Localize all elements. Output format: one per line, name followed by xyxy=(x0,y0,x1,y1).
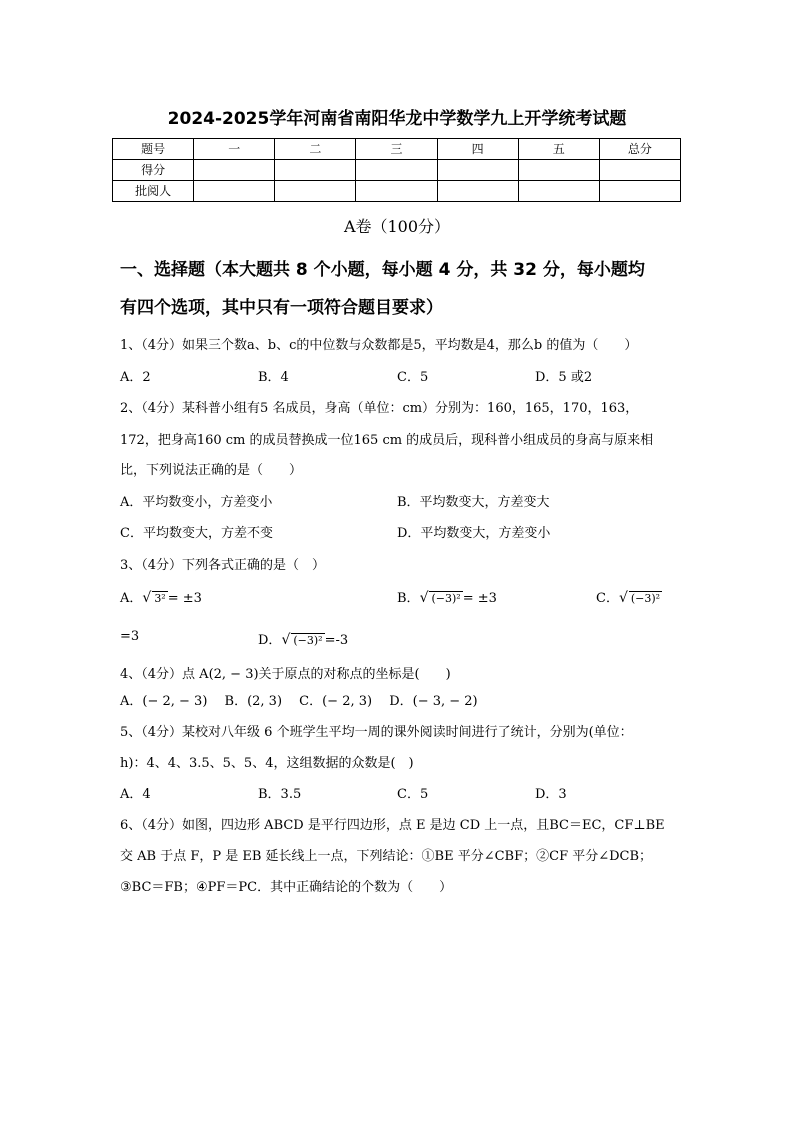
q5-option-a[interactable]: A．4 xyxy=(120,787,151,802)
row-label: 批阅人 xyxy=(113,181,194,202)
score-cell[interactable] xyxy=(437,181,518,202)
score-cell[interactable] xyxy=(194,160,275,181)
option-rest: = ±3 xyxy=(462,591,497,606)
q3-option-d[interactable] xyxy=(258,629,348,648)
score-table xyxy=(112,138,681,202)
score-cell[interactable] xyxy=(599,160,680,181)
row-label: 得分 xyxy=(113,160,194,181)
radical-sign-icon: √ xyxy=(142,590,152,606)
q2-option-a[interactable]: A．平均数变小，方差变小 xyxy=(120,495,273,510)
q2-stem-line3: 比，下列说法正确的是（ ） xyxy=(120,463,303,478)
q3-option-b[interactable] xyxy=(397,587,497,606)
radicand: (−3)² xyxy=(293,634,323,647)
part1-heading-line1: 一、选择题（本大题共 8 个小题，每小题 4 分，共 32 分，每小题均 xyxy=(120,260,645,280)
table-header-cell: 题号 xyxy=(113,139,194,160)
table-header-cell: 总分 xyxy=(599,139,680,160)
option-label: A． xyxy=(120,591,143,606)
score-cell[interactable] xyxy=(518,181,599,202)
q3-option-c[interactable] xyxy=(596,587,662,606)
radicand: 3² xyxy=(154,592,166,605)
q1-option-b[interactable]: B．4 xyxy=(258,370,289,385)
q5-option-b[interactable]: B．3.5 xyxy=(258,787,302,802)
q3-option-a[interactable] xyxy=(120,587,202,606)
option-rest: = ±3 xyxy=(167,591,202,606)
q1-option-a[interactable]: A．2 xyxy=(120,370,151,385)
score-cell[interactable] xyxy=(275,160,356,181)
exam-title: 2024-2025学年河南省南阳华龙中学数学九上开学统考试题 xyxy=(167,109,627,129)
table-header-cell: 四 xyxy=(437,139,518,160)
q2-option-b[interactable]: B．平均数变大，方差变大 xyxy=(397,495,550,510)
q5-stem-line2: h)：4、4、3.5、5、5、4，这组数据的众数是( ) xyxy=(120,756,414,771)
q3-option-c-continued: =3 xyxy=(120,629,140,644)
score-cell[interactable] xyxy=(275,181,356,202)
radicand: (−3)² xyxy=(431,592,461,605)
radicand: (−3)² xyxy=(630,592,661,605)
q5-option-d[interactable]: D．3 xyxy=(535,787,567,802)
table-row xyxy=(113,139,681,160)
option-rest: =-3 xyxy=(324,633,349,648)
score-cell[interactable] xyxy=(437,160,518,181)
table-header-cell: 五 xyxy=(518,139,599,160)
q2-stem-line2: 172，把身高160 cm 的成员替换成一位165 cm 的成员后，现科普小组成员的身高与原来相 xyxy=(120,433,654,448)
score-cell[interactable] xyxy=(194,181,275,202)
option-label: C． xyxy=(596,591,619,606)
q6-stem-line1: 6、（4分）如图，四边形 ABCD 是平行四边形，点 E 是边 CD 上一点，且BC＝EC，CF⊥BE xyxy=(120,818,665,833)
score-cell[interactable] xyxy=(599,181,680,202)
q6-stem-line3: ③BC＝FB；④PF＝PC．其中正确结论的个数为（ ） xyxy=(120,880,453,895)
option-label: D． xyxy=(258,633,282,648)
score-cell[interactable] xyxy=(356,160,437,181)
q4-options[interactable]: A．(− 2, − 3) B．(2, 3) C．(− 2, 3) D．(− 3, − 2) xyxy=(120,694,478,709)
score-cell[interactable] xyxy=(356,181,437,202)
part1-heading-line2: 有四个选项，其中只有一项符合题目要求） xyxy=(120,298,443,318)
q5-option-c[interactable]: C．5 xyxy=(397,787,429,802)
q5-stem-line1: 5、（4分）某校对八年级 6 个班学生平均一周的课外阅读时间进行了统计，分别为(单位： xyxy=(120,725,633,740)
radical-sign-icon: √ xyxy=(618,590,628,606)
q1-option-c[interactable]: C．5 xyxy=(397,370,429,385)
q1-option-d[interactable]: D．5 或2 xyxy=(535,370,593,385)
table-row xyxy=(113,181,681,202)
option-label: B． xyxy=(397,591,420,606)
score-cell[interactable] xyxy=(518,160,599,181)
q4-stem: 4、（4分）点 A(2, − 3)关于原点的对称点的坐标是( ) xyxy=(120,667,451,682)
radical-sign-icon: √ xyxy=(419,590,429,606)
q3-stem: 3、（4分）下列各式正确的是（ ） xyxy=(120,558,326,573)
q2-option-c[interactable]: C．平均数变大，方差不变 xyxy=(120,526,273,541)
table-header-cell: 二 xyxy=(275,139,356,160)
table-header-cell: 一 xyxy=(194,139,275,160)
q1-stem: 1、（4分）如果三个数a、b、c的中位数与众数都是5，平均数是4，那么b 的值为（ ） xyxy=(120,338,638,353)
q6-stem-line2: 交 AB 于点 F，P 是 EB 延长线上一点，下列结论：①BE 平分∠CBF；②CF 平分∠DCB； xyxy=(120,849,653,864)
table-header-cell: 三 xyxy=(356,139,437,160)
radical-sign-icon: √ xyxy=(281,632,291,648)
q2-option-d[interactable]: D．平均数变大，方差变小 xyxy=(397,526,551,541)
table-row xyxy=(113,160,681,181)
q2-stem-line1: 2、（4分）某科普小组有5 名成员，身高（单位：cm）分别为：160，165，170，163， xyxy=(120,401,639,416)
section-a-heading: A卷（100分） xyxy=(343,217,451,236)
